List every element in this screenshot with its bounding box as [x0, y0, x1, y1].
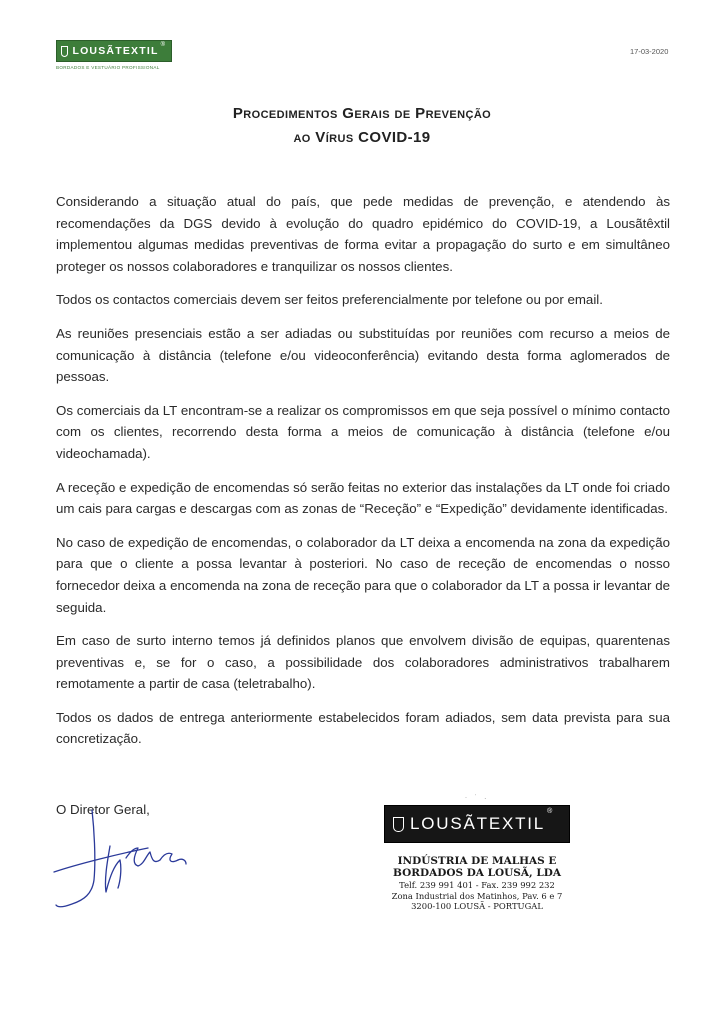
logo-badge	[56, 40, 172, 62]
paragraph: Todos os dados de entrega anteriormente estabelecidos foram adiados, sem data prevista para sua concretização.	[56, 709, 670, 747]
paragraph: Em caso de surto interno temos já definidos planos que envolvem divisão de equipas, quarentenas preventivas e, se for o caso, a possibilidade dos colaboradores administrativos trabalharem remotamente a partir de casa (teletrabalho).	[56, 633, 670, 692]
paragraph: Considerando a situação atual do país, que pede medidas de prevenção, e atendendo às recomendações da DGS devido à evolução do quadro epidémico do COVID-19, a Lousãtêxtil implementou algumas medidas preventivas de forma evitar a propagação do surto e em simultâneo proteger os nossos colaboradores e tranquilizar os nossos clientes.	[56, 194, 670, 274]
document-title-line-1: Procedimentos Gerais de Prevenção	[232, 105, 492, 122]
stamp-ink-specks: · ˙ .	[465, 795, 489, 801]
stamp-brand: LOUSÃTEXTIL	[410, 814, 546, 833]
stamp-company-line-2: BORDADOS DA LOUSÃ, LDA	[393, 867, 561, 879]
stamp-postal-code: 3200-100 LOUSÃ - PORTUGAL	[411, 901, 543, 911]
company-logo	[56, 40, 172, 70]
signature-label: O Diretor Geral,	[56, 802, 150, 817]
paragraph: A receção e expedição de encomendas só serão feitas no exterior das instalações da LT onde foi criado um cais para cargas e descargas com as zonas de “Receção” e “Expedição” devidamente identificadas.	[56, 479, 670, 517]
logo-tagline: BORDADOS E VESTUÁRIO PROFISSIONAL	[56, 65, 160, 70]
company-stamp	[384, 795, 570, 945]
registered-mark: ®	[160, 42, 165, 48]
registered-mark: ®	[547, 808, 553, 815]
stamp-company-line-1: INDÚSTRIA DE MALHAS E	[397, 855, 557, 867]
paragraph: Os comerciais da LT encontram-se a realizar os compromissos em que seja possível o mínimo contacto com os clientes, recorrendo desta forma a meios de comunicação à distância (telefone e/ou videochamada).	[56, 402, 670, 461]
stamp-badge	[384, 805, 570, 843]
shield-icon	[393, 817, 404, 832]
paragraph: No caso de expedição de encomendas, o colaborador da LT deixa a encomenda na zona da expedição para que o cliente a possa levantar à posteriori. No caso de receção de encomendas o nosso fornecedor deixa a encomenda na zona de receção para que o colaborador da LT a possa ir levantar de seguida.	[56, 534, 670, 615]
paragraph: Todos os contactos comerciais devem ser feitos preferencialmente por telefone ou por email.	[56, 292, 603, 308]
stamp-phone-fax: Telf. 239 991 401 - Fax. 239 992 232	[399, 880, 555, 890]
handwritten-signature	[48, 808, 188, 914]
document-title-line-2: ao Vírus COVID-19	[293, 129, 431, 146]
logo-text: LOUSÃTEXTIL	[72, 45, 159, 57]
document-date: 17-03-2020	[630, 47, 669, 56]
stamp-address: Zona Industrial dos Matinhos, Pav. 6 e 7	[391, 890, 563, 901]
paragraph: As reuniões presenciais estão a ser adiadas ou substituídas por reuniões com recurso a meios de comunicação à distância (telefone e/ou videoconferência) evitando desta forma aglomerados de pessoas.	[56, 325, 670, 385]
shield-icon	[61, 46, 68, 57]
document-body	[56, 191, 670, 762]
